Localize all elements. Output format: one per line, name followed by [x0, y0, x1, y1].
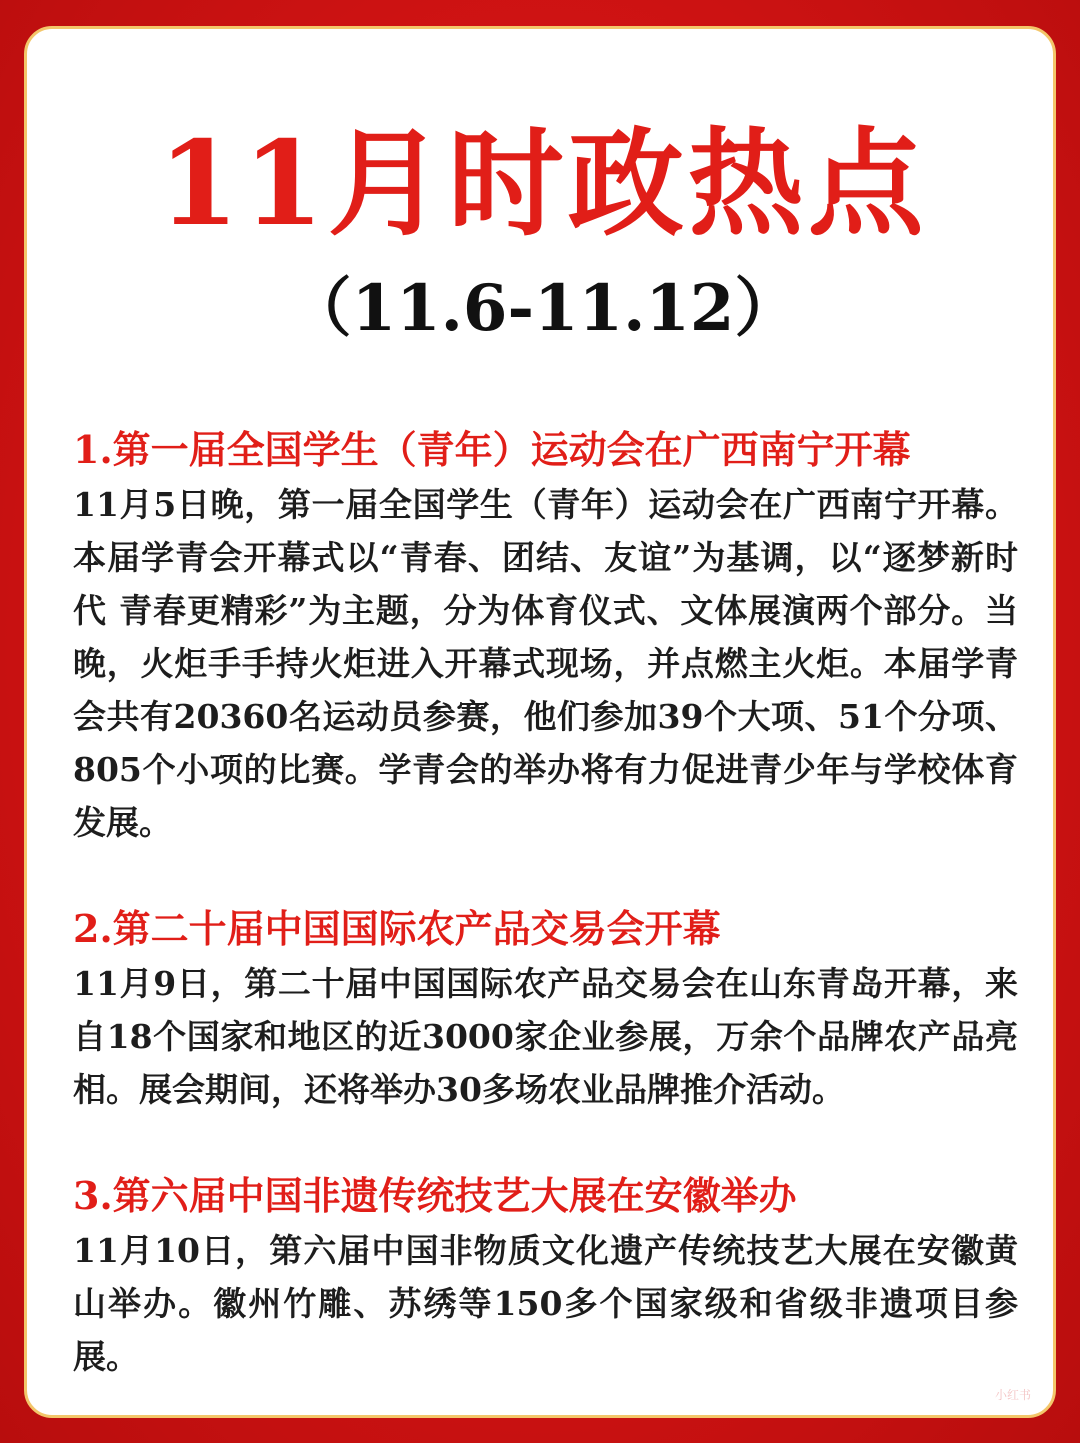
watermark: 小红书 — [994, 1388, 1031, 1402]
news-body: 11月9日，第二十届中国国际农产品交易会在山东青岛开幕，来自18个国家和地区的近3000家企业参展，万余个品牌农产品亮相。展会期间，还将举办30多场农业品牌推介活动。 — [73, 964, 1018, 1109]
news-list — [73, 424, 1018, 1383]
news-heading: 1.第一届全国学生（青年）运动会在广西南宁开幕 — [73, 427, 911, 472]
page-title: 11月时政热点 — [158, 116, 928, 252]
news-heading: 3.第六届中国非遗传统技艺大展在安徽举办 — [73, 1173, 797, 1218]
page-subtitle: （11.6-11.12） — [287, 271, 799, 346]
news-item — [73, 424, 1018, 849]
news-body: 11月10日，第六届中国非物质文化遗产传统技艺大展在安徽黄山举办。徽州竹雕、苏绣等150多个国家级和省级非遗项目参展。 — [73, 1231, 1018, 1376]
news-heading: 2.第二十届中国国际农产品交易会开幕 — [73, 906, 721, 951]
content-card — [24, 26, 1056, 1418]
news-body: 11月5日晚，第一届全国学生（青年）运动会在广西南宁开幕。本届学青会开幕式以“青春、团结、友谊”为基调，以“逐梦新时代 青春更精彩”为主题，分为体育仪式、文体展演两个部分。当晚，火炬手手持火炬进入开幕式现场，并点燃主火炬。本届学青会共有20360名运动员参赛，他们参加39个大项、51个分项、805个小项的比赛。学青会的举办将有力促进青少年与学校体育发展。 — [73, 485, 1018, 842]
news-item — [73, 903, 1018, 1116]
news-item — [73, 1170, 1018, 1383]
